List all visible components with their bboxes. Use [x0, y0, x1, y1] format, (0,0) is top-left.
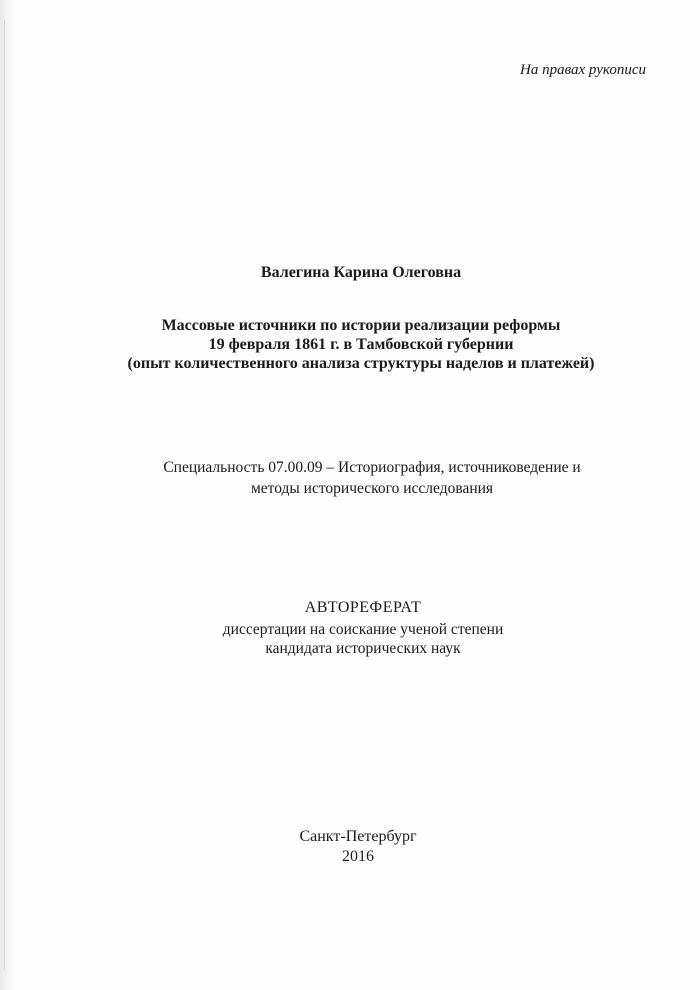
abstract-line-2: кандидата исторических наук [265, 640, 461, 657]
title-line-2: 19 февраля 1861 г. в Тамбовской губернии [208, 336, 514, 353]
title-line-3: (опыт количественного анализа структуры наделов и платежей) [127, 355, 595, 372]
abstract-heading: АВТОРЕФЕРАТ [304, 599, 422, 616]
author-name: Валегина Карина Олеговна [260, 264, 462, 281]
title-line-1: Массовые источники по истории реализации реформы [161, 317, 561, 334]
publication-year: 2016 [342, 848, 374, 865]
publication-city: Санкт-Петербург [299, 828, 417, 845]
specialty-line-2: методы исторического исследования [250, 480, 494, 497]
specialty-line-1: Специальность 07.00.09 – Историография, источниковедение и [163, 459, 581, 476]
abstract-line-1: диссертации на соискание ученой степени [222, 621, 504, 638]
manuscript-note: На правах рукописи [520, 62, 646, 78]
